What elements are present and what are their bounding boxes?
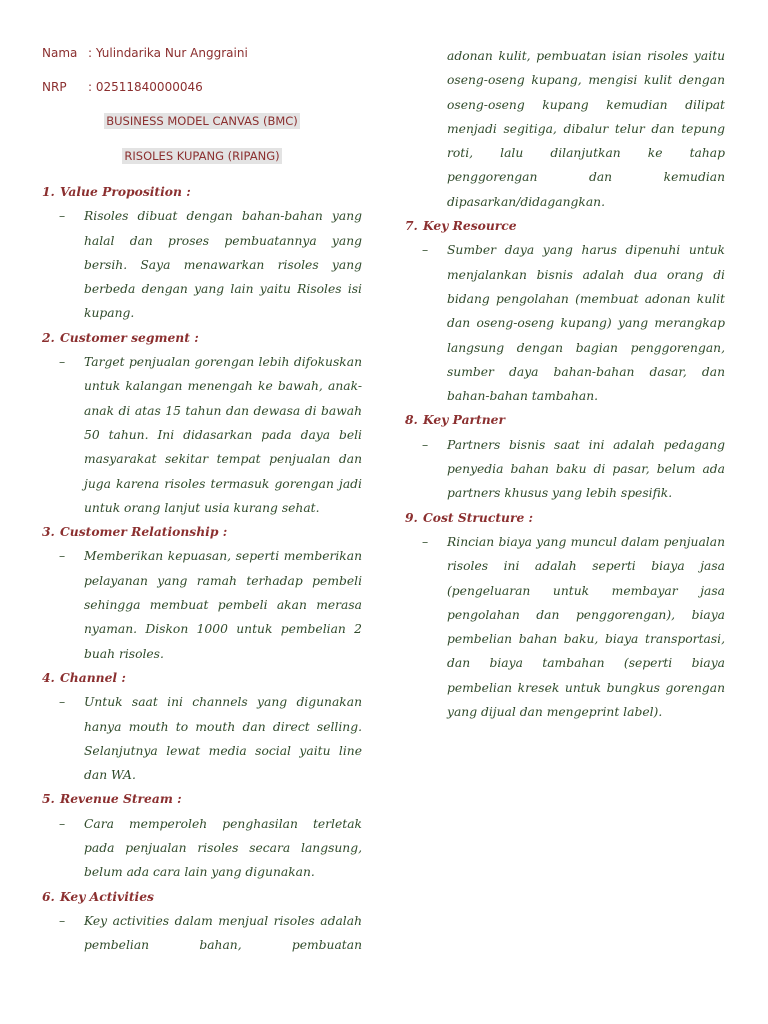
name-label: Nama	[42, 46, 78, 60]
section-heading-key-resource	[405, 214, 725, 238]
bullet-dash: –	[422, 534, 429, 549]
nrp-label: NRP	[42, 80, 67, 94]
section-heading-customer-relationship	[42, 520, 362, 544]
section-text: Sumber daya yang harus dipenuhi untuk menjalankan bisnis adalah dua orang di bidang pengolahan (membuat adonan kulit dan oseng-oseng kupang) yang merangkap langsung dengan bagian penggorengan, sumber daya bahan-bahan dasar, dan bahan-bahan tambahan.	[447, 243, 725, 404]
section-heading-revenue-stream	[42, 787, 362, 811]
section-text: Cara memperoleh penghasilan terletak pada penjualan risoles secara langsung, belum ada cara lain yang digunakan.	[84, 816, 362, 880]
section-body-cost-structure	[405, 530, 725, 724]
section-body-value-proposition	[42, 204, 362, 325]
section-body-key-activities-continued	[405, 44, 725, 214]
section-title: Customer Relationship :	[60, 524, 228, 540]
section-body-key-resource	[405, 238, 725, 408]
section-text: Key activities dalam menjual risoles adalah pembelian bahan, pembuatan	[84, 913, 362, 953]
section-body-revenue-stream	[42, 812, 362, 885]
document-title-text: BUSINESS MODEL CANVAS (BMC)	[106, 114, 298, 128]
bullet-dash: –	[59, 209, 66, 224]
right-column	[405, 44, 725, 724]
section-text: Rincian biaya yang muncul dalam penjualan risoles ini adalah seperti biaya jasa (pengeluaran untuk membayar jasa pengolahan dan penggorengan), biaya pembelian bahan baku, biaya transportasi, dan biaya tambahan (seperti biaya pembelian kresek untuk bungkus gorengan yang dijual dan mengeprint label).	[447, 534, 725, 720]
bullet-dash: –	[59, 816, 66, 831]
section-title: Key Activities	[60, 888, 154, 904]
section-body-customer-relationship	[42, 544, 362, 665]
section-text: Target penjualan gorengan lebih difokuskan untuk kalangan menengah ke bawah, anak-anak di atas 15 tahun dan dewasa di bawah 50 tahun. Ini didasarkan pada daya beli masyarakat sekitar tempat penjualan dan juga karena risoles termasuk gorengan jadi untuk orang lanjut usia kurang sehat.	[84, 355, 362, 515]
section-heading-cost-structure	[405, 506, 725, 530]
section-body-key-activities	[42, 909, 362, 958]
document-subtitle	[67, 149, 337, 163]
section-title: Cost Structure :	[423, 509, 534, 525]
section-text: adonan kulit, pembuatan isian risoles yaitu oseng-oseng kupang, mengisi kulit dengan oseng-oseng kupang kemudian dilipat menjadi segitiga, dibalur telur dan tepung roti, lalu dilanjutkan ke tahap penggorengan dan kemudian dipasarkan/didagangkan.	[447, 49, 725, 209]
bullet-dash: –	[59, 355, 66, 370]
section-number: 8.	[405, 412, 418, 428]
bullet-dash: –	[59, 549, 66, 564]
section-number: 3.	[42, 524, 55, 540]
section-number: 5.	[42, 791, 55, 807]
section-title: Key Partner	[423, 412, 505, 428]
section-number: 6.	[42, 888, 55, 904]
section-body-channel	[42, 690, 362, 787]
section-text: Untuk saat ini channels yang digunakan hanya mouth to mouth dan direct selling. Selanjutnya lewat media social yaitu line dan WA.	[84, 695, 362, 783]
section-title: Key Resource	[423, 218, 517, 234]
section-heading-value-proposition	[42, 180, 362, 204]
section-number: 1.	[42, 184, 55, 199]
section-number: 2.	[42, 329, 55, 345]
section-text: Partners bisnis saat ini adalah pedagang penyedia bahan baku di pasar, belum ada partners khusus yang lebih spesifik.	[447, 437, 725, 501]
section-number: 9.	[405, 509, 418, 525]
section-heading-key-activities	[42, 885, 362, 909]
section-title: Revenue Stream :	[60, 791, 182, 807]
nrp-value: : 02511840000046	[88, 80, 203, 94]
section-title: Customer segment :	[60, 329, 199, 345]
bullet-dash: –	[59, 695, 66, 710]
name-value: : Yulindarika Nur Anggraini	[88, 46, 248, 60]
section-title: Channel :	[60, 669, 126, 685]
section-number: 4.	[42, 669, 55, 685]
section-body-key-partner	[405, 433, 725, 506]
section-heading-customer-segment	[42, 326, 362, 350]
section-text: Risoles dibuat dengan bahan-bahan yang halal dan proses pembuatannya yang bersih. Saya menawarkan risoles yang berbeda dengan yang lain yaitu Risoles isi kupang.	[84, 209, 362, 321]
section-heading-key-partner	[405, 408, 725, 432]
bullet-dash: –	[422, 243, 429, 258]
document-subtitle-text: RISOLES KUPANG (RIPANG)	[124, 149, 280, 163]
section-title: Value Proposition :	[60, 184, 191, 199]
bullet-dash: –	[59, 913, 66, 928]
section-text: Memberikan kepuasan, seperti memberikan pelayanan yang ramah terhadap pembeli sehingga membuat pembeli akan merasa nyaman. Diskon 1000 untuk pembelian 2 buah risoles.	[84, 549, 362, 661]
bullet-dash: –	[422, 437, 429, 452]
section-number: 7.	[405, 218, 418, 234]
name-row	[42, 46, 248, 60]
left-column	[42, 180, 362, 958]
section-heading-channel	[42, 666, 362, 690]
nrp-row	[42, 80, 203, 94]
document-title	[67, 114, 337, 128]
section-body-customer-segment	[42, 350, 362, 520]
